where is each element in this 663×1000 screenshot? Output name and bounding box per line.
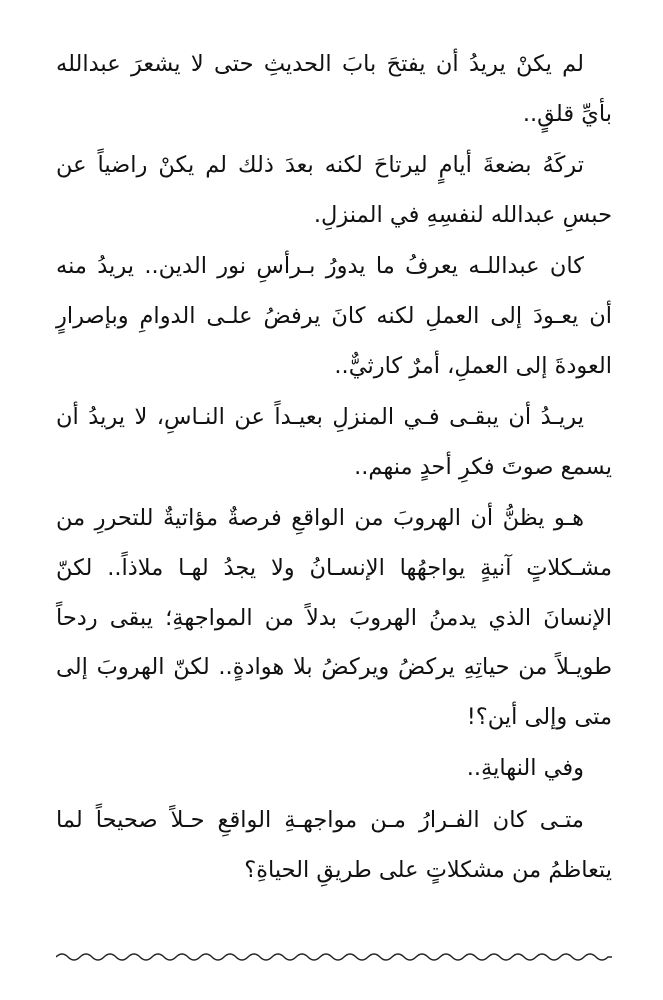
paragraph-1: لم يكنْ يريدُ أن يفتحَ بابَ الحديثِ حتى لا يشعرَ عبدالله بأيِّ قلقٍ.. — [56, 51, 612, 127]
paragraph-2: تركَهُ بضعةَ أيامٍ ليرتاحَ لكنه بعدَ ذلك لم يكنْ راضياً عن حبسِ عبدالله لنفسِهِ في المنزلِ. — [56, 152, 612, 228]
wavy-divider-line — [56, 954, 612, 960]
paragraph-5: هـو يظنُّ أن الهروبَ من الواقعِ فرصةٌ مؤاتيةٌ للتحررِ من مشـكلاتٍ آنيةٍ يواجهُها الإنسـانُ ولا يجدُ لهـا ملاذاً.. لكنّ الإنسانَ الذي يدمنُ الهروبَ بدلاً من المواجهةِ؛ يبقى ردحاً طويـلاً من حياتِهِ يركضُ ويركضُ بلا هوادةٍ.. لكنّ الهروبَ إلى متى وإلى أين؟! — [56, 505, 612, 730]
paragraph-6: وفي النهايةِ.. — [466, 755, 584, 782]
page-body — [56, 40, 612, 897]
wavy-divider — [56, 948, 612, 966]
paragraph-7: متـى كان الفـرارُ مـن مواجهـةِ الواقعِ حـلاً صحيحاً لما يتعاظمُ من مشكلاتٍ على طريقِ الحياةِ؟ — [56, 806, 612, 883]
paragraph-4: يريـدُ أن يبقـى فـي المنزلِ بعيـداً عن النـاسِ، لا يريدُ أن يسمع صوتَ فكرِ أحدٍ منهم.. — [56, 404, 612, 480]
paragraph-3: كان عبداللـه يعرفُ ما يدورُ بـرأسِ نور الدين.. يريدُ منه أن يعـودَ إلى العملِ لكنه كانَ يرفضُ علـى الدوامِ وبإصرارٍ العودةَ إلى العملِ، أمرٌ كارثيٌّ.. — [56, 253, 612, 379]
